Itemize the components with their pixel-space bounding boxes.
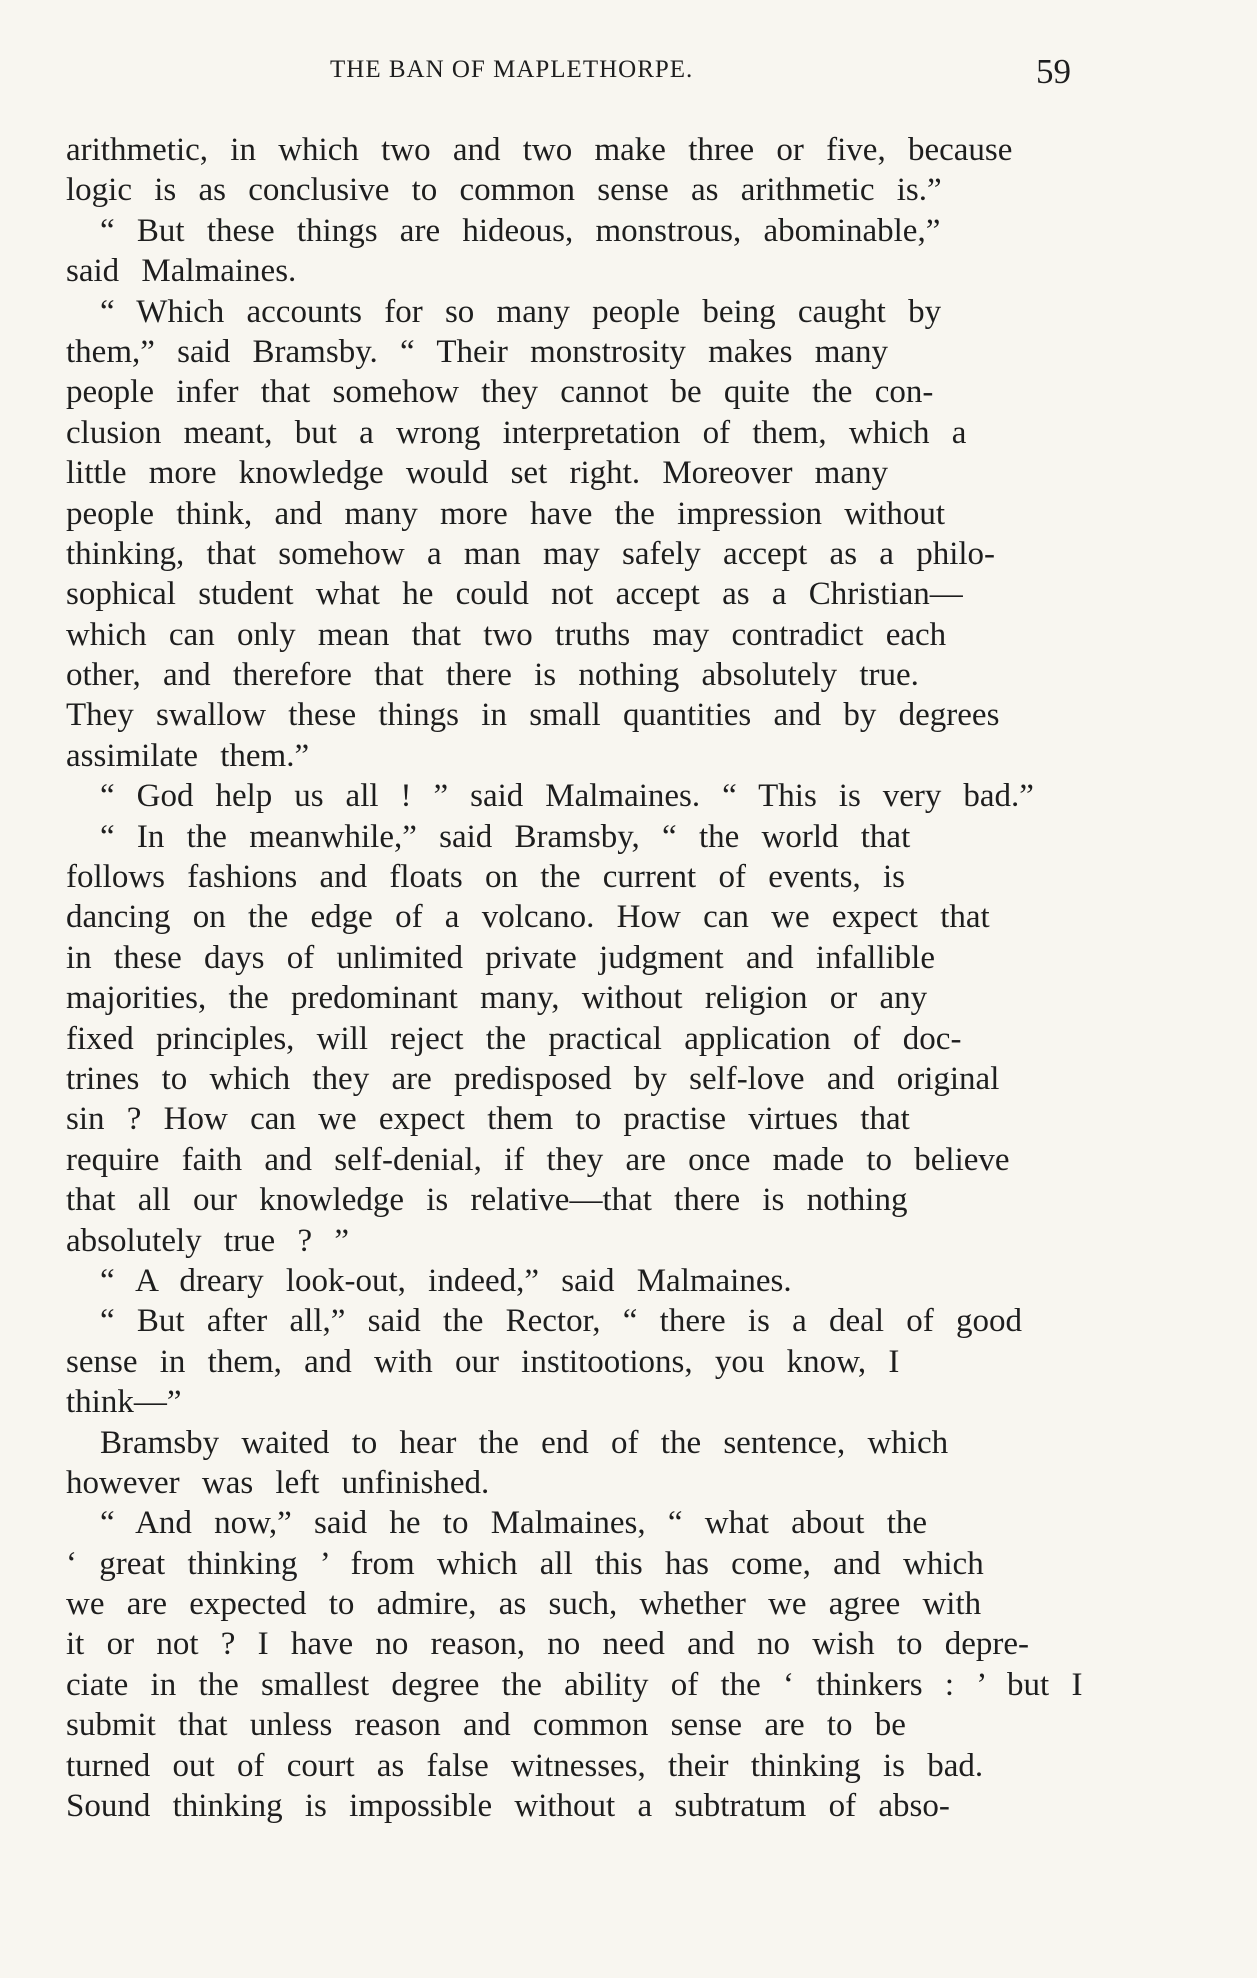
text-line: sin ? How can we expect them to practise virtues that — [66, 1101, 910, 1138]
text-line: turned out of court as false witnesses, their thinking is bad. — [66, 1747, 984, 1784]
text-line: logic is as conclusive to common sense as arithmetic is.” — [66, 172, 942, 209]
text-line: dancing on the edge of a volcano. How can we expect that — [66, 899, 990, 936]
text-line: said Malmaines. — [66, 253, 297, 290]
text-line: absolutely true ? ” — [66, 1222, 349, 1259]
text-line: it or not ? I have no reason, no need and no wish to depre- — [66, 1626, 1030, 1663]
text-line: ‘ great thinking ’ from which all this has come, and which — [66, 1545, 984, 1582]
text-line: assimilate them.” — [66, 737, 310, 774]
text-line: “ But these things are hideous, monstrous, abominable,” — [100, 212, 941, 249]
text-line: however was left unfinished. — [66, 1464, 490, 1501]
text-line: that all our knowledge is relative—that there is nothing — [66, 1182, 908, 1219]
text-line: sophical student what he could not accept as a Christian— — [66, 576, 963, 613]
text-line: little more knowledge would set right. Moreover many — [66, 455, 889, 492]
text-line: which can only mean that two truths may contradict each — [66, 616, 947, 653]
text-line: “ Which accounts for so many people being caught by — [100, 293, 942, 330]
text-line: majorities, the predominant many, without religion or any — [66, 980, 928, 1017]
text-line: other, and therefore that there is nothing absolutely true. — [66, 657, 919, 694]
text-line: people think, and many more have the impression without — [66, 495, 946, 532]
text-line: clusion meant, but a wrong interpretation of them, which a — [66, 414, 967, 451]
body-text — [66, 130, 1084, 1826]
text-line: we are expected to admire, as such, whether we agree with — [66, 1586, 982, 1623]
text-line: They swallow these things in small quantities and by degrees — [66, 697, 1000, 734]
text-line: require faith and self-denial, if they are once made to believe — [66, 1141, 1010, 1178]
text-line: in these days of unlimited private judgment and infallible — [66, 939, 935, 976]
text-line: submit that unless reason and common sense are to be — [66, 1707, 906, 1744]
text-line: them,” said Bramsby. “ Their monstrosity makes many — [66, 333, 889, 370]
text-line: think—” — [66, 1384, 182, 1421]
text-line: people infer that somehow they cannot be quite the con- — [66, 374, 934, 411]
text-line: follows fashions and floats on the current of events, is — [66, 859, 906, 896]
text-line: “ God help us all ! ” said Malmaines. “ This is very bad.” — [100, 778, 1034, 815]
page-number: 59 — [1036, 52, 1071, 91]
running-head: THE BAN OF MAPLETHORPE. — [330, 56, 694, 83]
text-line: “ A dreary look-out, indeed,” said Malmaines. — [100, 1262, 792, 1299]
text-line: trines to which they are predisposed by self-love and original — [66, 1060, 1000, 1097]
text-line: Sound thinking is impossible without a subtratum of abso- — [66, 1788, 950, 1825]
text-line: thinking, that somehow a man may safely accept as a philo- — [66, 535, 996, 572]
text-line: arithmetic, in which two and two make three or five, because — [66, 132, 1013, 168]
text-line: “ But after all,” said the Rector, “ there is a deal of good — [100, 1303, 1022, 1340]
text-line: Bramsby waited to hear the end of the sentence, which — [100, 1424, 949, 1461]
text-line: sense in them, and with our institootions, you know, I — [66, 1343, 900, 1380]
text-line: “ And now,” said he to Malmaines, “ what about the — [100, 1505, 928, 1542]
text-line: ciate in the smallest degree the ability of the ‘ thinkers : ’ but I — [66, 1666, 1083, 1703]
text-line: fixed principles, will reject the practical application of doc- — [66, 1020, 962, 1057]
text-line: “ In the meanwhile,” said Bramsby, “ the world that — [100, 818, 911, 855]
